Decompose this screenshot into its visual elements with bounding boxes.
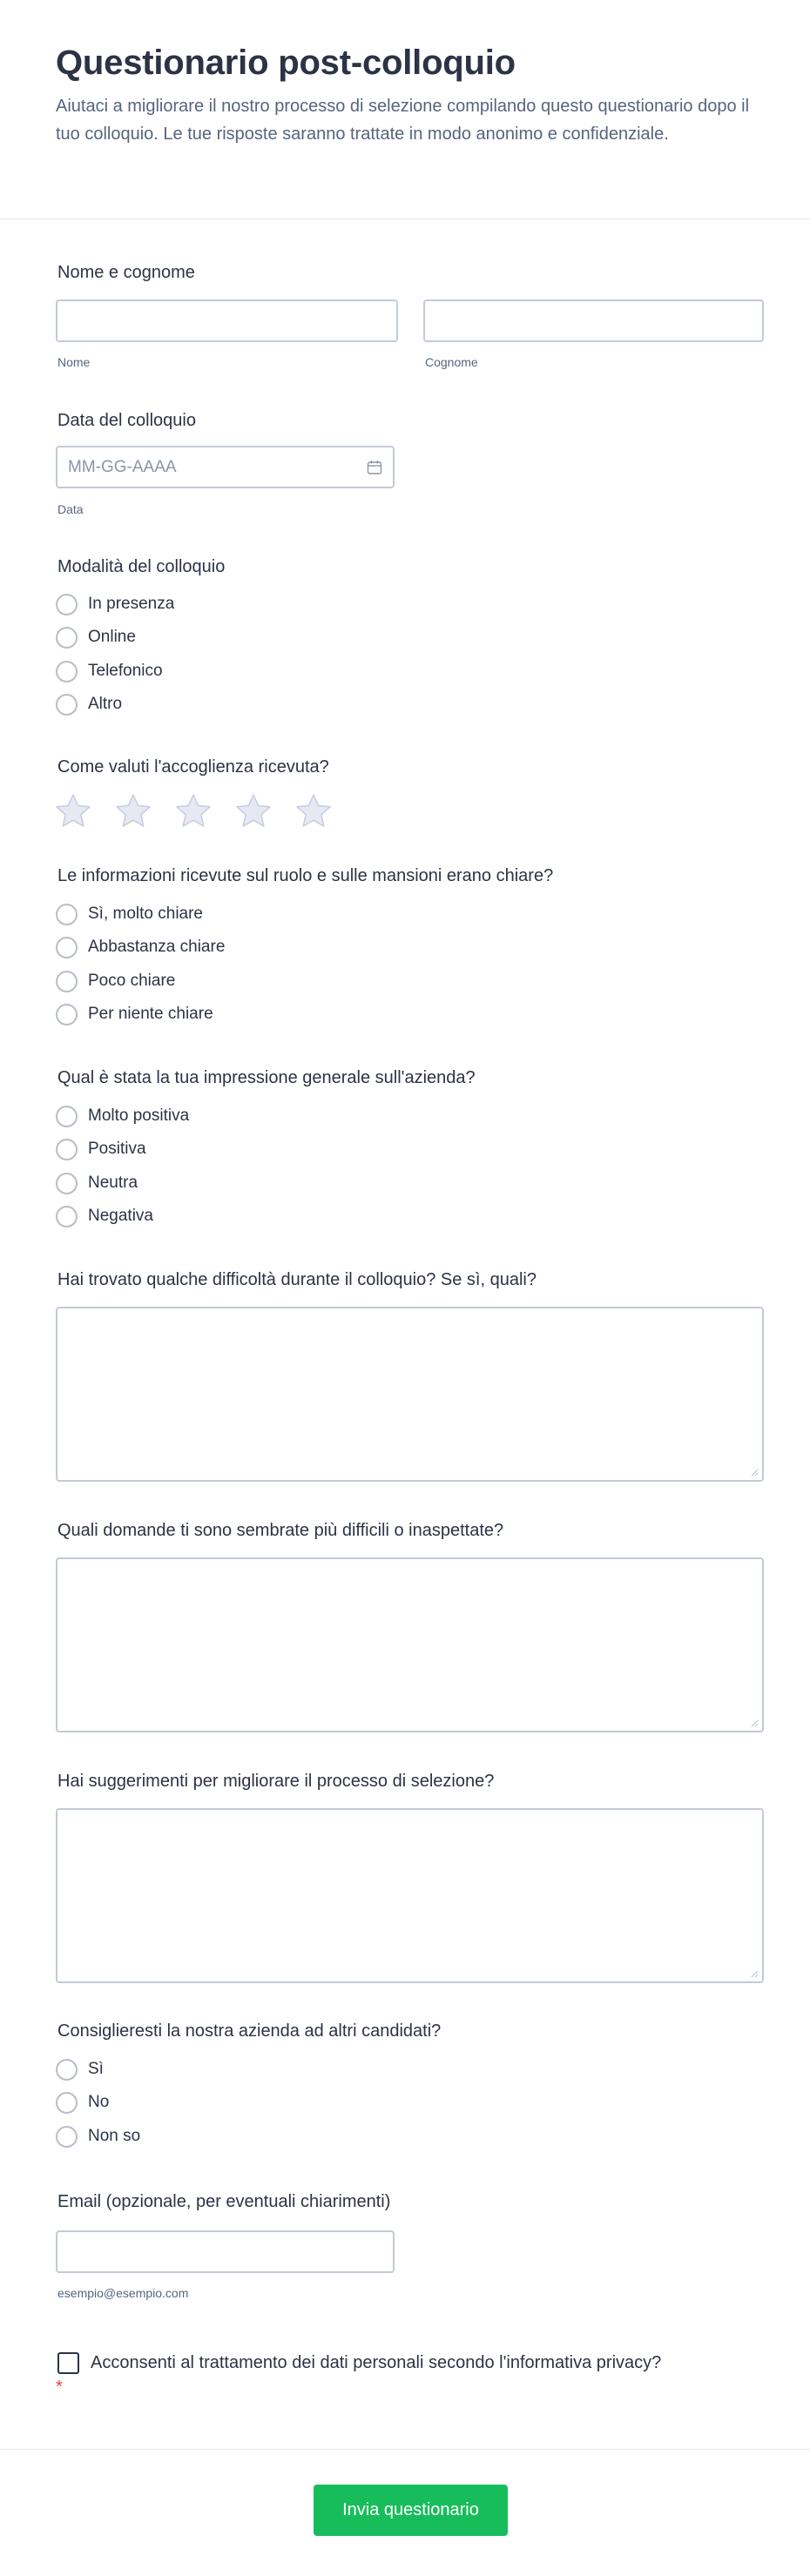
- email-label: Email (opzionale, per eventuali chiarimenti): [57, 2192, 391, 2211]
- radio-label: Online: [88, 628, 136, 646]
- radio-label: Neutra: [88, 1174, 138, 1192]
- radio-label: Altro: [88, 695, 123, 713]
- form-header: [0, 0, 810, 219]
- resize-handle-icon[interactable]: [750, 1718, 759, 1727]
- impression-option[interactable]: [56, 1137, 146, 1161]
- radio-button[interactable]: [56, 2059, 78, 2081]
- mode-option[interactable]: [56, 659, 163, 683]
- radio-button[interactable]: [56, 1139, 78, 1160]
- date-placeholder: MM-GG-AAAA: [68, 458, 177, 476]
- impression-option[interactable]: [56, 1204, 153, 1228]
- radio-label: Sì: [88, 2060, 104, 2078]
- radio-button[interactable]: [56, 2092, 78, 2114]
- form-title: Questionario post-colloquio: [56, 44, 516, 82]
- email-sublabel: esempio@esempio.com: [57, 2286, 189, 2300]
- mode-label: Modalità del colloquio: [57, 557, 226, 576]
- recommend-option[interactable]: [56, 2057, 104, 2082]
- calendar-icon[interactable]: [367, 460, 382, 475]
- impression-option[interactable]: [56, 1171, 138, 1195]
- recommend-option[interactable]: [56, 2090, 109, 2115]
- difficulty-textarea[interactable]: [56, 1307, 764, 1482]
- clarity-label: Le informazioni ricevute sul ruolo e sulle mansioni erano chiare?: [57, 866, 554, 885]
- star-icon[interactable]: [294, 792, 333, 831]
- suggestions-label: Hai suggerimenti per migliorare il processo di selezione?: [57, 1772, 495, 1791]
- form-subtitle: Aiutaci a migliorare il nostro processo di selezione compilando questo questionario dopo il tuo colloquio. Le tue risposte saranno trattate in modo anonimo e confidenziale.: [56, 97, 750, 144]
- radio-button[interactable]: [56, 904, 78, 925]
- form-footer: [0, 2449, 810, 2576]
- mode-option[interactable]: [56, 592, 174, 616]
- name-label: Nome e cognome: [57, 263, 195, 282]
- clarity-option[interactable]: [56, 902, 203, 926]
- radio-label: Sì, molto chiare: [88, 905, 203, 923]
- impression-option[interactable]: [56, 1104, 189, 1128]
- radio-button[interactable]: [56, 1106, 78, 1127]
- date-input[interactable]: [56, 446, 395, 488]
- radio-label: In presenza: [88, 595, 175, 613]
- star-icon[interactable]: [234, 792, 273, 831]
- recommend-option[interactable]: [56, 2124, 140, 2149]
- radio-button[interactable]: [56, 1173, 78, 1194]
- suggestions-textarea[interactable]: [56, 1808, 764, 1983]
- radio-label: Molto positiva: [88, 1106, 190, 1125]
- clarity-option[interactable]: [56, 969, 175, 993]
- consent-label: Acconsenti al trattamento dei dati personali secondo l'informativa privacy?: [91, 2353, 662, 2372]
- required-mark: *: [56, 2378, 63, 2397]
- star-icon[interactable]: [174, 792, 213, 831]
- radio-label: Positiva: [88, 1140, 146, 1158]
- last-name-input[interactable]: [423, 299, 764, 342]
- first-name-input[interactable]: [56, 299, 398, 342]
- date-label: Data del colloquio: [57, 411, 196, 430]
- radio-button[interactable]: [56, 2126, 78, 2148]
- radio-label: Per niente chiare: [88, 1005, 213, 1023]
- clarity-option[interactable]: [56, 1002, 213, 1026]
- radio-label: Poco chiare: [88, 972, 176, 990]
- radio-label: Negativa: [88, 1207, 153, 1225]
- clarity-option[interactable]: [56, 935, 225, 959]
- radio-button[interactable]: [56, 1206, 78, 1227]
- questions-label: Quali domande ti sono sembrate più difficili o inaspettate?: [57, 1521, 504, 1540]
- radio-button[interactable]: [56, 594, 78, 615]
- star-icon[interactable]: [54, 792, 92, 831]
- radio-label: No: [88, 2093, 110, 2111]
- questions-textarea[interactable]: [56, 1557, 764, 1732]
- rating-label: Come valuti l'accoglienza ricevuta?: [57, 757, 329, 777]
- resize-handle-icon[interactable]: [750, 1468, 759, 1476]
- date-sublabel: Data: [57, 502, 84, 516]
- submit-button[interactable]: Invia questionario: [314, 2485, 508, 2536]
- radio-button[interactable]: [56, 694, 78, 716]
- recommend-label: Consiglieresti la nostra azienda ad altri candidati?: [57, 2021, 442, 2041]
- radio-button[interactable]: [56, 627, 78, 649]
- radio-label: Abbastanza chiare: [88, 938, 226, 956]
- radio-button[interactable]: [56, 937, 78, 958]
- email-input[interactable]: [56, 2230, 395, 2273]
- last-name-sublabel: Cognome: [425, 355, 478, 369]
- difficulty-label: Hai trovato qualche difficoltà durante il colloquio? Se sì, quali?: [57, 1270, 537, 1289]
- star-icon[interactable]: [114, 792, 152, 831]
- radio-button[interactable]: [56, 971, 78, 992]
- consent-text: [56, 2351, 665, 2399]
- mode-option[interactable]: [56, 692, 122, 716]
- first-name-sublabel: Nome: [57, 355, 91, 369]
- radio-label: Non so: [88, 2127, 141, 2145]
- radio-button[interactable]: [56, 1004, 78, 1026]
- mode-option[interactable]: [56, 625, 136, 649]
- impression-label: Qual è stata la tua impressione generale sull'azienda?: [57, 1068, 476, 1087]
- radio-button[interactable]: [56, 661, 78, 683]
- radio-label: Telefonico: [88, 662, 163, 680]
- resize-handle-icon[interactable]: [750, 1969, 759, 1978]
